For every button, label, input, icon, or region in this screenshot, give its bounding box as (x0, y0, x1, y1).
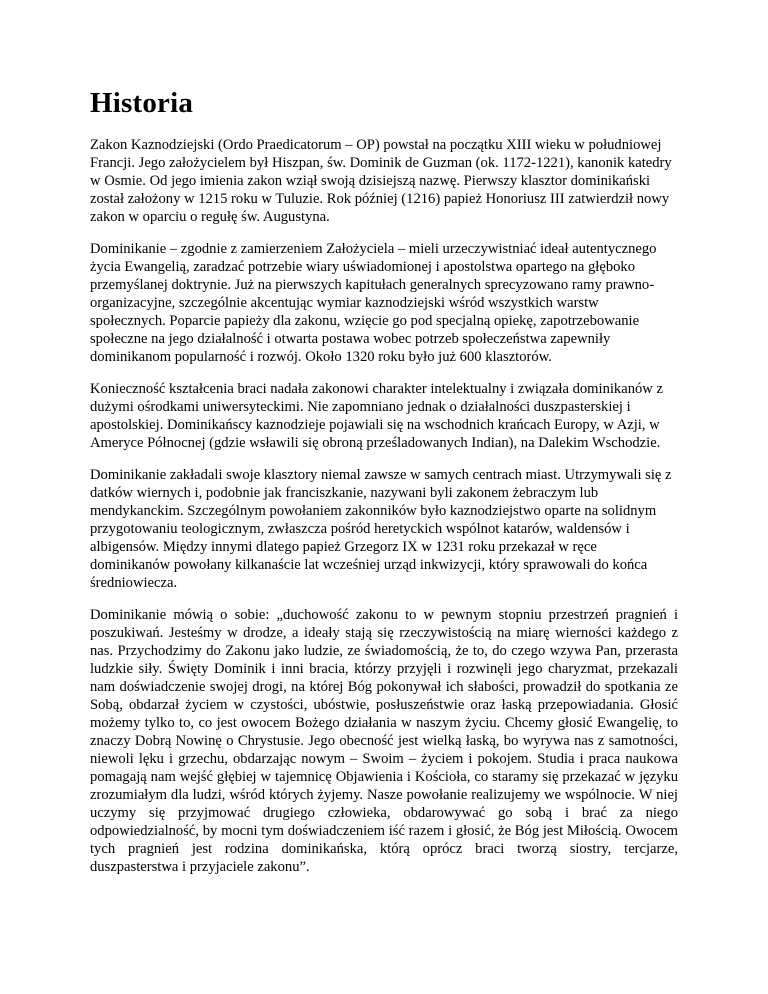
paragraph-spirituality-quote: Dominikanie mówią o sobie: „duchowość zakonu to w pewnym stopniu przestrzeń pragnień i poszukiwań. Jesteśmy w drodze, a ideały stają się rzeczywistością na miarę wierności każdego z nas. Przychodzimy do Zakonu jako ludzie, ze świadomością, że to, do czego wzywa Pan, przerasta ludzkie siły. Święty Dominik i inni bracia, którzy przyjęli i rozwinęli jego charyzmat, przekazali nam doświadczenie swojej drogi, na której Bóg pokonywał ich słabości, prowadził do spotkania ze Sobą, obdarzał życiem w czystości, ubóstwie, posłuszeństwie oraz łaską przepowiadania. Głosić możemy tylko to, co jest owocem Bożego działania w naszym życiu. Chcemy głosić Ewangelię, to znaczy Dobrą Nowinę o Chrystusie. Jego obecność jest wielką łaską, bo wyrywa nas z samotności, niewoli lęku i grzechu, obdarzając nowym – Swoim – życiem i pokojem. Studia i praca naukowa pomagają nam wejść głębiej w tajemnicę Objawienia i Kościoła, co staramy się przekazać w języku zrozumiałym dla ludzi, wśród których żyjemy. Nasze powołanie realizujemy we wspólnocie. W niej uczymy się przyjmować drugiego człowieka, obdarowywać go sobą i brać za niego odpowiedzialność, by mocni tym doświadczeniem iść razem i głosić, że Bóg jest Miłością. Owocem tych pragnień jest rodzina dominikańska, którą oprócz braci tworzą siostry, tercjarze, duszpasterstwa i przyjaciele zakonu”. (90, 607, 678, 875)
paragraph-education: Konieczność kształcenia braci nadała zakonowi charakter intelektualny i związała dominikanów z dużymi ośrodkami uniwersyteckimi. Nie zapomniano jednak o działalności duszpasterskiej i apostolskiej. Dominikańscy kaznodzieje pojawiali się na wschodnich krańcach Europy, w Azji, w Ameryce Północnej (gdzie wsławili się obroną prześladowanych Indian), na Dalekim Wschodzie. (90, 381, 663, 451)
document-page (90, 86, 678, 890)
paragraph-founding: Zakon Kaznodziejski (Ordo Praedicatorum – OP) powstał na początku XIII wieku w południowej Francji. Jego założycielem był Hiszpan, św. Dominik de Guzman (ok. 1172-1221), kanonik katedry w Osmie. Od jego imienia zakon wziął swoją dzisiejszą nazwę. Pierwszy klasztor dominikański został założony w 1215 roku w Tuluzie. Rok później (1216) papież Honoriusz III zatwierdził nowy zakon w oparciu o regułę św. Augustyna. (90, 137, 672, 225)
page-title: Historia (90, 87, 194, 119)
paragraph-mission: Dominikanie – zgodnie z zamierzeniem Założyciela – mieli urzeczywistniać ideał autentycznego życia Ewangelią, zaradzać potrzebie wiary uświadomionej i apostolstwa opartego na głęboko przemyślanej doktrynie. Już na pierwszych kapitułach generalnych sprecyzowano ramy prawno-organizacyjne, szczególnie akcentując wymiar kaznodziejski wśród wszystkich warstw społecznych. Poparcie papieży dla zakonu, wzięcie go pod specjalną opiekę, zapotrzebowanie społeczne na jego działalność i otwarta postawa wobec potrzeb społeczeństwa zapewniły dominikanom popularność i rozwój. Około 1320 roku było już 600 klasztorów. (90, 241, 657, 365)
paragraph-monasteries: Dominikanie zakładali swoje klasztory niemal zawsze w samych centrach miast. Utrzymywali się z datków wiernych i, podobnie jak franciszkanie, nazywani byli zakonem żebraczym lub mendykanckim. Szczególnym powołaniem zakonników było kaznodziejstwo oparte na solidnym przygotowaniu teologicznym, zwłaszcza pośród heretyckich wspólnot katarów, waldensów i albigensów. Między innymi dlatego papież Grzegorz IX w 1231 roku przekazał w ręce dominikanów powołany kilkanaście lat wcześniej urząd inkwizycji, który sprawowali do końca średniowiecza. (90, 467, 672, 591)
